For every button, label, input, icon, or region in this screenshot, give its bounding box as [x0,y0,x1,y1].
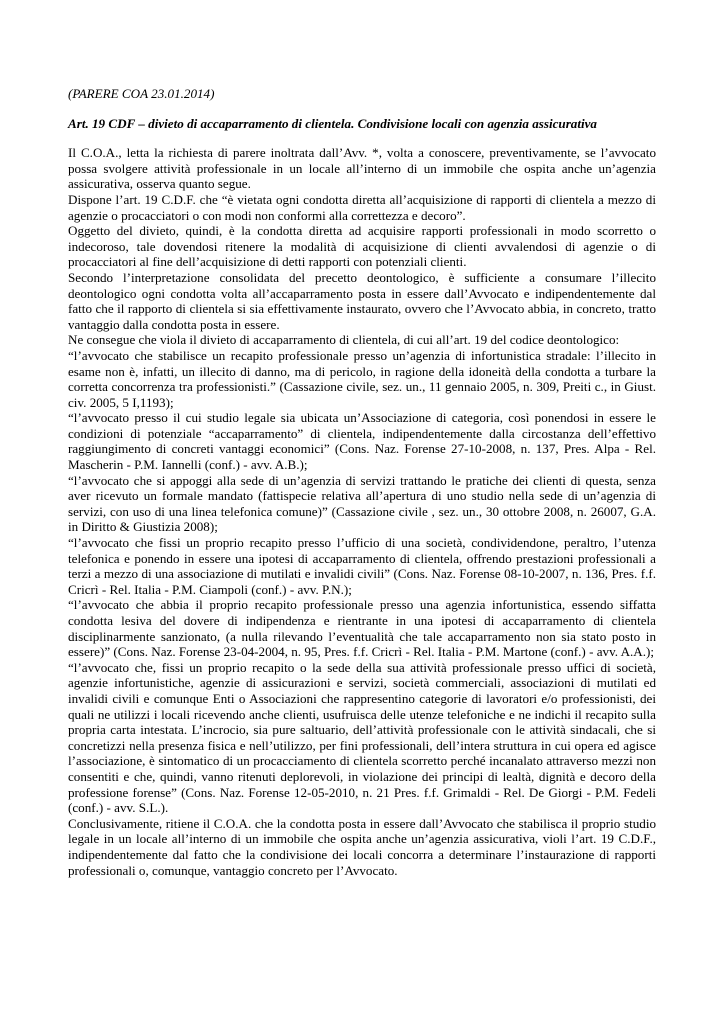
citation-5: “l’avvocato che abbia il proprio recapito professionale presso una agenzia infortunistica, essendo siffatta condotta lesiva del dovere di indipendenza e rientrante in una ipotesi di accaparramento di clientela disciplinarmente sanzionato, (a nulla rilevando l’eventualità che tale accaparramento non sia stato posto in essere)” (Cons. Naz. Forense 23-04-2004, n. 95, Pres. f.f. Cricrì - Rel. Italia - P.M. Martone (conf.) - avv. A.A.); [68,597,656,660]
paragraph-interpretation: Secondo l’interpretazione consolidata del precetto deontologico, è sufficiente a consumare l’illecito deontologico ogni condotta volta all’accaparramento posta in essere dall’Avvocato e indipendentemente dal fatto che il rapporto di clientela si sia effettivamente instaurato, ovvero che l’Avvocato abbia, in concreto, tratto vantaggio dalla condotta posta in essere. [68,269,656,332]
citation-3: “l’avvocato che si appoggi alla sede di un’agenzia di servizi trattando le pratiche dei clienti di questa, senza aver ricevuto un formale mandato (fattispecie relativa all’apertura di uno studio nella sede di un’agenzia di servizi, con uso di una linea telefonica comune)” (Cassazione civile , sez. un., 30 ottobre 2008, n. 26007, G.A. in Diritto & Giustizia 2008); [68,472,656,535]
paragraph-conclusion: Conclusivamente, ritiene il C.O.A. che la condotta posta in essere dall’Avvocato che stabilisca il proprio studio legale in un locale all’interno di un immobile che ospita anche un’agenzia assicurativa, violi l’art. 19 C.D.F., indipendentemente dal fatto che la condivisione dei locali concorra a determinare l’instaurazione di rapporti professionali o, comunque, vantaggio concreto per l’Avvocato. [68,815,656,878]
paragraph-intro: Il C.O.A., letta la richiesta di parere inoltrata dall’Avv. *, volta a conoscere, preventivamente, se l’avvocato possa svolgere attività professionale in un locale all’interno di un immobile che ospita anche un’agenzia assicurativa, osserva quanto segue. [68,145,656,192]
document-title: Art. 19 CDF – divieto di accaparramento di clientela. Condivisione locali con agenzia assicurativa [68,115,597,131]
document-date-line: (PARERE COA 23.01.2014) [68,86,215,101]
paragraph-art-19: Dispone l’art. 19 C.D.F. che “è vietata ogni condotta diretta all’acquisizione di rapporti di clientela a mezzo di agenzie o procacciatori o con modi non conformi alla correttezza e decoro”. [68,191,656,223]
document-page [68,86,656,878]
citation-1: “l’avvocato che stabilisce un recapito professionale presso un’agenzia di infortunistica stradale: l’illecito in esame non è, infatti, un illecito di danno, ma di pericolo, in ragione della idoneità della condotta a turbare la corretta concorrenza tra professionisti.” (Cassazione civile, sez. un., 11 gennaio 2005, n. 309, Preiti c., in Giust. civ. 2005, 5 I,1193); [68,347,656,410]
citation-2: “l’avvocato presso il cui studio legale sia ubicata un’Associazione di categoria, così ponendosi in essere le condizioni di potenziale “accaparramento” di clientela, indipendentemente dalla circostanza dell’effettivo raggiungimento di concreti vantaggi economici” (Cons. Naz. Forense 27-10-2008, n. 137, Pres. Alpa - Rel. Mascherin - P.M. Iannelli (conf.) - avv. A.B.); [68,410,656,473]
citation-4: “l’avvocato che fissi un proprio recapito presso l’ufficio di una società, condividendone, peraltro, l’utenza telefonica e ponendo in essere una ipotesi di accaparramento di clientela, offrendo prestazioni professionali a terzi a mezzo di una associazione di mutilati e invalidi civili” (Cons. Naz. Forense 08-10-2007, n. 136, Pres. f.f. Cricrì - Rel. Italia - P.M. Ciampoli (conf.) - avv. P.N.); [68,535,656,597]
citation-6: “l’avvocato che, fissi un proprio recapito o la sede della sua attività professionale presso uffici di società, agenzie infortunistiche, agenzie di assicurazioni e servizi, società commerciali, associazioni di mutilati ed invalidi civili e comunque Enti o Associazioni che rappresentino categorie di lavoratori e/o professionisti, dei quali ne utilizzi i locali ricevendo anche clienti, usufruisca delle utenze telefoniche e ne indichi il recapito sulla propria carta intestata. L’incrocio, sia pure saltuario, dell’attività professionale con le attività sindacali, che si concretizzi nella presenza fisica e nell’utilizzo, per fini professionali, dell’intera struttura in cui opera ed agisce l’associazione, è sintomatico di un procacciamento di clientela scorretto perché incanalato attraverso mezzi non consentiti e che, quindi, vanno ritenuti deplorevoli, in violazione dei principi di lealtà, dignità e decoro della professione forense” (Cons. Naz. Forense 12-05-2010, n. 21 Pres. f.f. Grimaldi - Rel. De Giorgi - P.M. Fedeli (conf.) - avv. S.L.). [68,659,656,816]
paragraph-consequence: Ne consegue che viola il divieto di accaparramento di clientela, di cui all’art. 19 del codice deontologico: [68,332,620,348]
paragraph-object: Oggetto del divieto, quindi, è la condotta diretta ad acquisire rapporti professionali in modo scorretto o indecoroso, tale dovendosi ritenere la modalità di acquisizione di clienti avvalendosi di agenzie o di procacciatori al fine dell’acquisizione di detti rapporti con potenziali clienti. [68,223,656,270]
